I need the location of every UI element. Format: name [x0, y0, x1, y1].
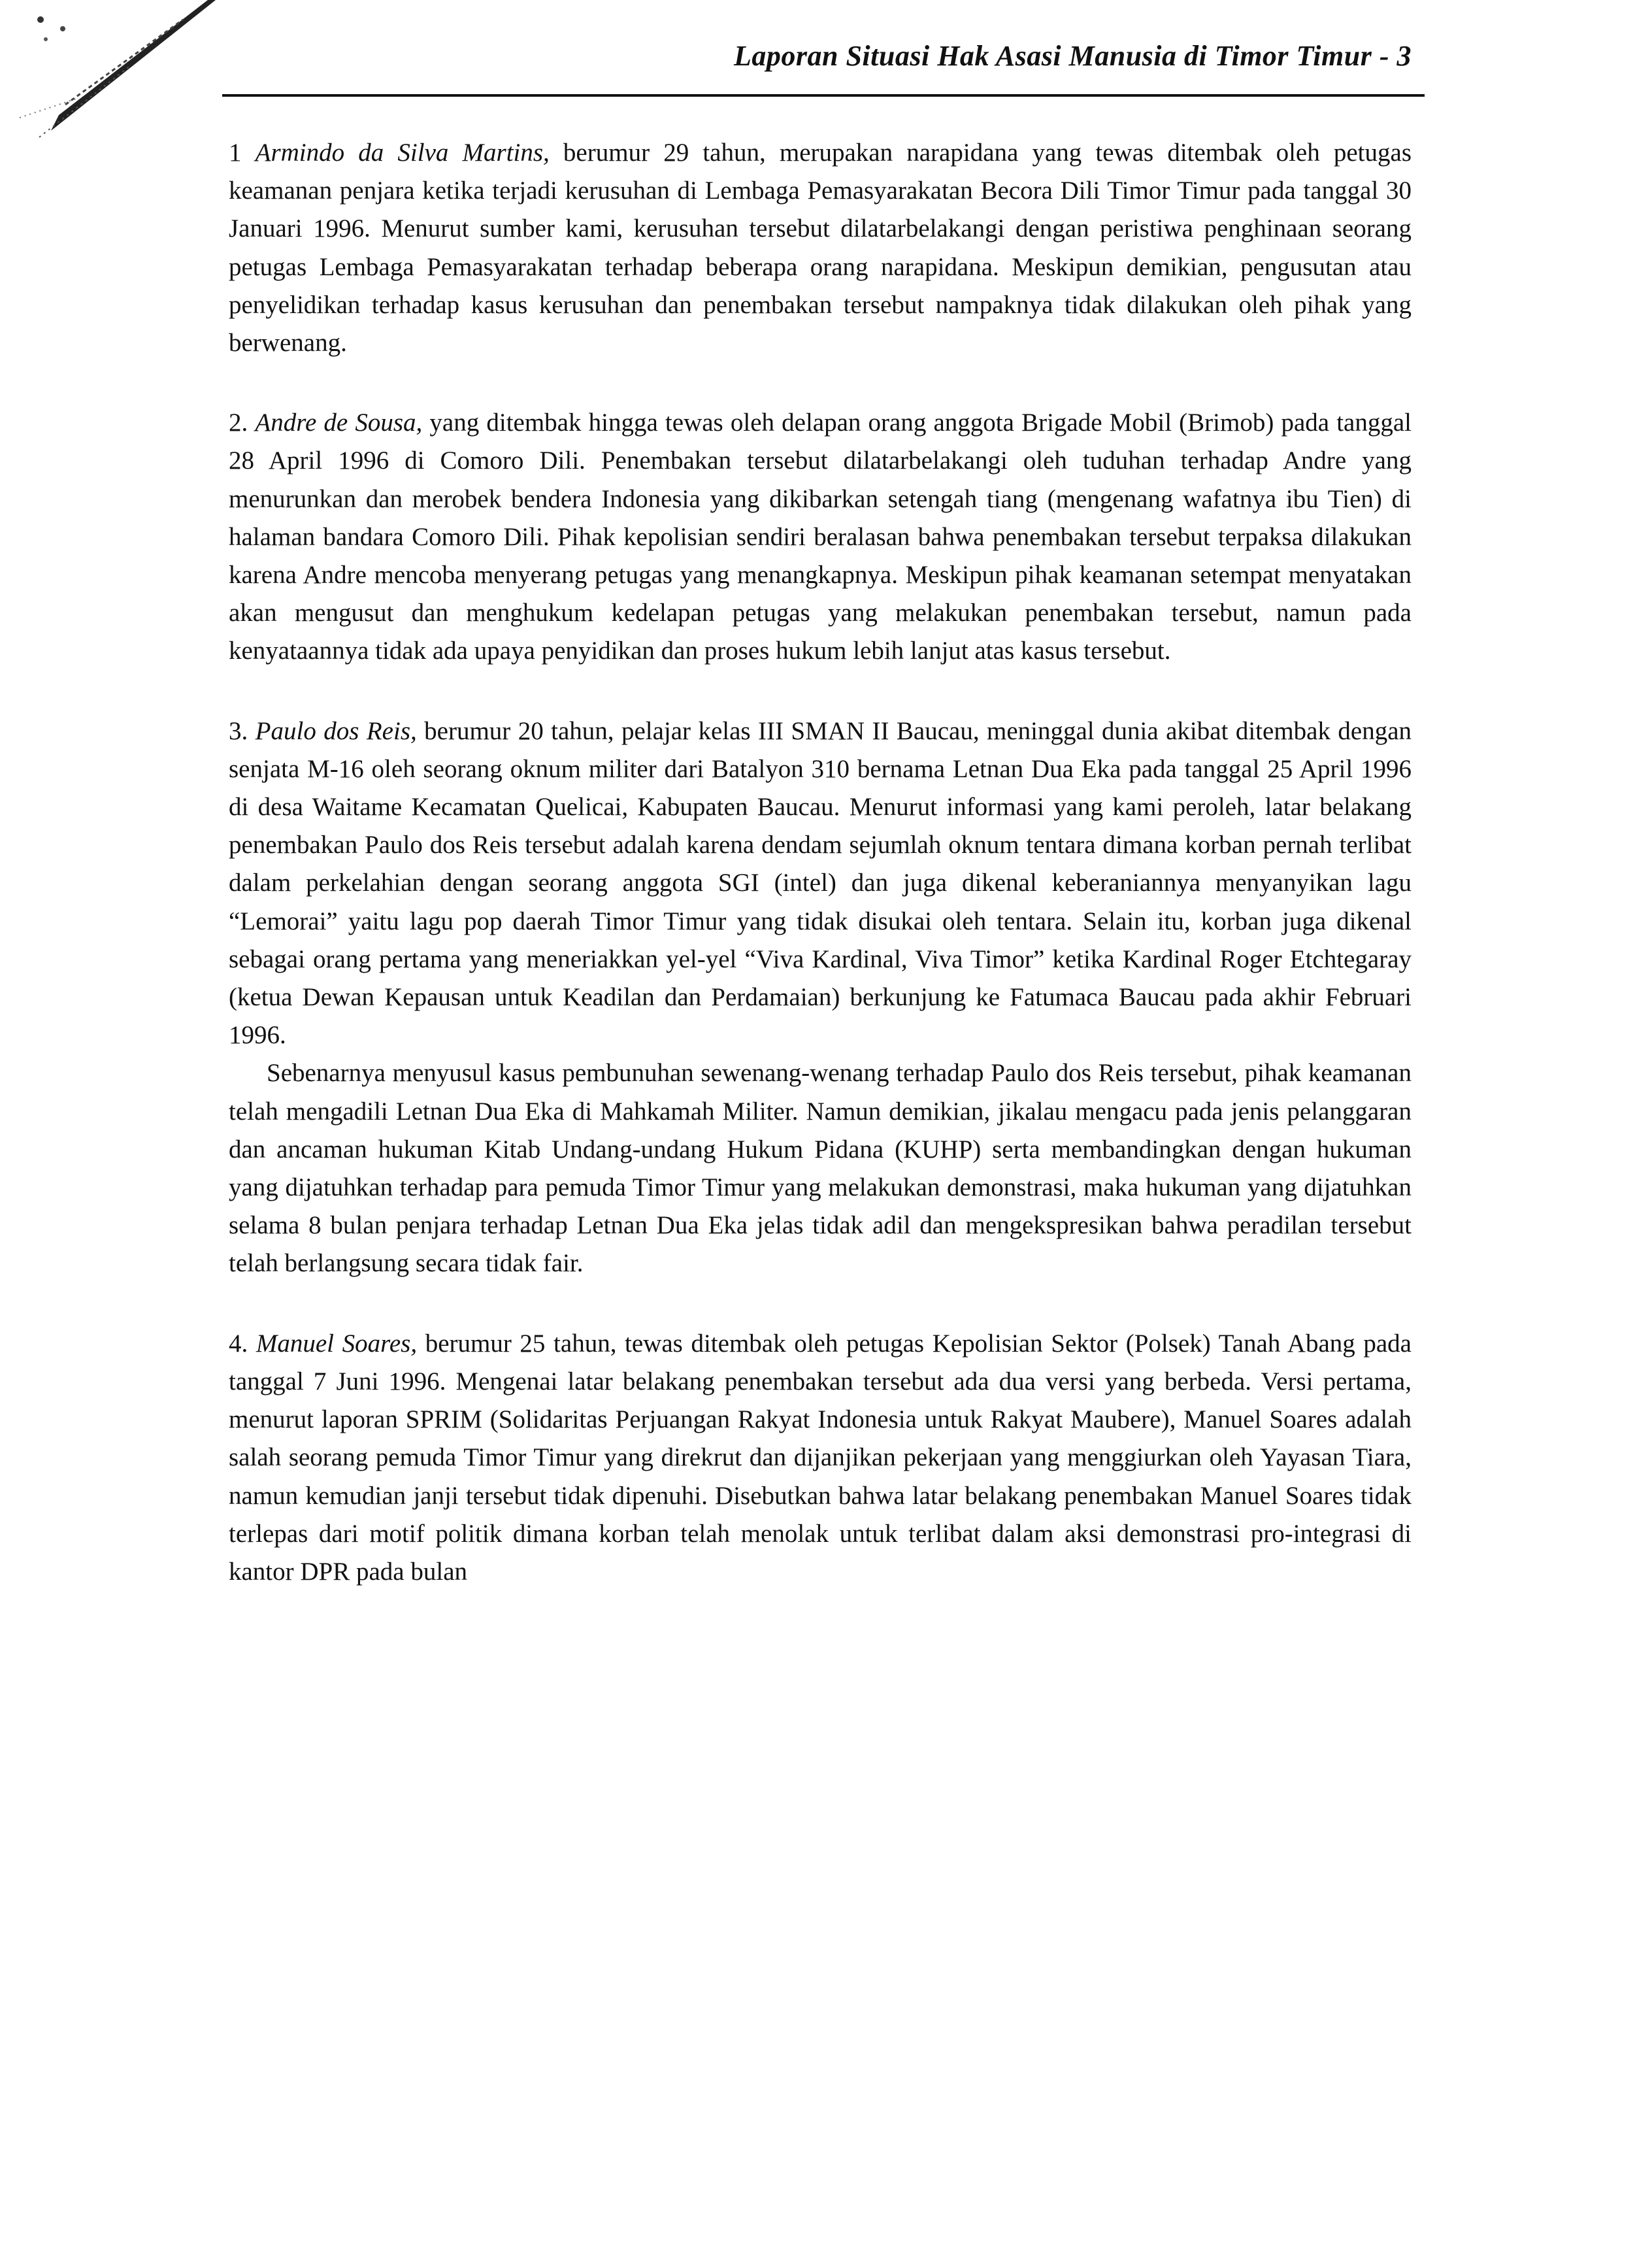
- header-rule: [222, 94, 1425, 97]
- paragraph-4: [229, 1325, 1412, 1591]
- paragraph-1: [229, 134, 1412, 362]
- paragraph-3: [229, 712, 1412, 1055]
- victim-name: Paulo dos Reis,: [255, 716, 417, 745]
- paragraph-number: 3.: [229, 716, 248, 745]
- page-header: [222, 39, 1425, 98]
- victim-name: Andre de Sousa,: [255, 409, 423, 437]
- running-title: Laporan Situasi Hak Asasi Manusia di Timor Timur - 3: [733, 40, 1412, 72]
- paragraph-text: berumur 29 tahun, merupakan narapidana yang tewas ditembak oleh petugas keamanan penjara ketika terjadi kerusuhan di Lembaga Pemasyarakatan Becora Dili Timor Timur pada tanggal 30 Januari 1996. Menurut sumber kami, kerusuhan tersebut dilatarbelakangi dengan peristiwa penghinaan seorang petugas Lembaga Pemasyarakatan terhadap beberapa orang narapidana. Meskipun demikian, pengusutan atau penyelidikan terhadap kasus kerusuhan dan penembakan tersebut nampaknya tidak dilakukan oleh pihak yang berwenang.: [229, 139, 1412, 358]
- paragraph-number: 1: [229, 139, 242, 167]
- paragraph-number: 2.: [229, 409, 248, 437]
- paragraph-2: [229, 404, 1412, 670]
- paragraph-text: yang ditembak hingga tewas oleh delapan orang anggota Brigade Mobil (Brimob) pada tanggal 28 April 1996 di Comoro Dili. Penembakan tersebut dilatarbelakangi oleh tuduhan terhadap Andre yang menurunkan dan merobek bendera Indonesia yang dikibarkan setengah tiang (mengenang wafatnya ibu Tien) di halaman bandara Comoro Dili. Pihak kepolisian sendiri beralasan bahwa penembakan tersebut terpaksa dilakukan karena Andre mencoba menyerang petugas yang menangkapnya. Meskipun pihak keamanan setempat menyatakan akan mengusut dan menghukum kedelapan petugas yang melakukan penembakan tersebut, namun pada kenyataannya tidak ada upaya penyidikan dan proses hukum lebih lanjut atas kasus tersebut.: [229, 409, 1412, 665]
- victim-name: Manuel Soares,: [256, 1329, 418, 1358]
- document-body: [229, 134, 1412, 1591]
- paragraph-text: berumur 25 tahun, tewas ditembak oleh petugas Kepolisian Sektor (Polsek) Tanah Abang pada tanggal 7 Juni 1996. Mengenai latar belakang penembakan tersebut ada dua versi yang berbeda. Versi pertama, menurut laporan SPRIM (Solidaritas Perjuangan Rakyat Indonesia untuk Rakyat Maubere), Manuel Soares adalah salah seorang pemuda Timor Timur yang direkrut dan dijanjikan pekerjaan yang menggiurkan oleh Yayasan Tiara, namun kemudian janji tersebut tidak dipenuhi. Disebutkan bahwa latar belakang penembakan Manuel Soares tidak terlepas dari motif politik dimana korban telah menolak untuk terlibat dalam aksi demonstrasi pro-integrasi di kantor DPR pada bulan: [229, 1329, 1412, 1586]
- victim-name: Armindo da Silva Martins,: [255, 139, 550, 167]
- paragraph-3-continuation: Sebenarnya menyusul kasus pembunuhan sewenang-wenang terhadap Paulo dos Reis tersebut, pihak keamanan telah mengadili Letnan Dua Eka di Mahkamah Militer. Namun demikian, jikalau mengacu pada jenis pelanggaran dan ancaman hukuman Kitab Undang-undang Hukum Pidana (KUHP) serta membandingkan dengan hukuman yang dijatuhkan terhadap para pemuda Timor Timur yang melakukan demonstrasi, maka hukuman yang dijatuhkan selama 8 bulan penjara terhadap Letnan Dua Eka jelas tidak adil dan mengekspresikan bahwa peradilan tersebut telah berlangsung secara tidak fair.: [229, 1059, 1412, 1278]
- paragraph-number: 4.: [229, 1329, 248, 1358]
- paragraph-text: berumur 20 tahun, pelajar kelas III SMAN II Baucau, meninggal dunia akibat ditembak dengan senjata M-16 oleh seorang oknum militer dari Batalyon 310 bernama Letnan Dua Eka pada tanggal 25 April 1996 di desa Waitame Kecamatan Quelicai, Kabupaten Baucau. Menurut informasi yang kami peroleh, latar belakang penembakan Paulo dos Reis tersebut adalah karena dendam sejumlah oknum tentara dimana korban pernah terlibat dalam perkelahian dengan seorang anggota SGI (intel) dan juga dikenal keberaniannya menyanyikan lagu “Lemorai” yaitu lagu pop daerah Timor Timur yang tidak disukai oleh tentara. Selain itu, korban juga dikenal sebagai orang pertama yang meneriakkan yel-yel “Viva Kardinal, Viva Timor” ketika Kardinal Roger Etchtegaray (ketua Dewan Kepausan untuk Keadilan dan Perdamaian) berkunjung ke Fatumaca Baucau pada akhir Februari 1996.: [229, 716, 1412, 1050]
